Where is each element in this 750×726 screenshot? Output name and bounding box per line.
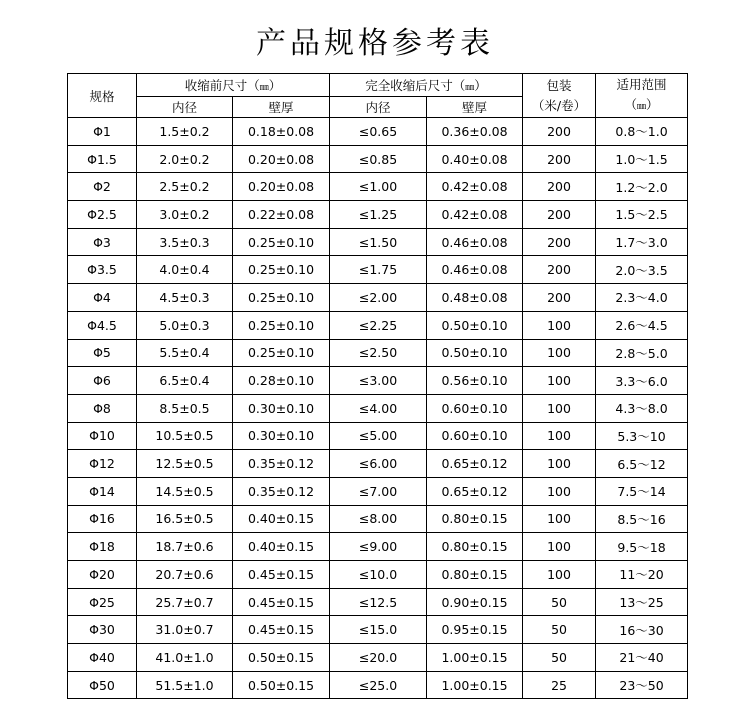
cell-after-inner: ≤8.00 <box>330 505 427 533</box>
cell-after-inner: ≤4.00 <box>330 394 427 422</box>
cell-before-inner: 16.5±0.5 <box>137 505 233 533</box>
cell-before-wall: 0.25±0.10 <box>233 284 330 312</box>
table-row <box>68 201 688 229</box>
cell-range: 2.3～4.0 <box>596 284 688 312</box>
cell-packaging: 100 <box>523 450 596 478</box>
cell-after-wall: 0.65±0.12 <box>427 450 523 478</box>
header-after-inner: 内径 <box>330 97 427 118</box>
cell-after-inner: ≤2.50 <box>330 339 427 367</box>
table-row <box>68 644 688 672</box>
header-after-shrink <box>330 74 523 97</box>
table-row <box>68 533 688 561</box>
cell-packaging: 200 <box>523 201 596 229</box>
cell-before-inner: 10.5±0.5 <box>137 422 233 450</box>
cell-before-wall: 0.28±0.10 <box>233 367 330 395</box>
cell-packaging: 200 <box>523 145 596 173</box>
header-spec: 规格 <box>68 74 137 118</box>
cell-before-wall: 0.22±0.08 <box>233 201 330 229</box>
cell-after-wall: 1.00±0.15 <box>427 671 523 699</box>
header-after-text: 完全收缩后尺寸（ <box>365 78 466 93</box>
table-row <box>68 671 688 699</box>
cell-range: 1.5～2.5 <box>596 201 688 229</box>
cell-before-inner: 18.7±0.6 <box>137 533 233 561</box>
cell-packaging: 100 <box>523 533 596 561</box>
cell-before-inner: 2.5±0.2 <box>137 173 233 201</box>
cell-spec: Φ2.5 <box>68 201 137 229</box>
cell-before-inner: 20.7±0.6 <box>137 561 233 589</box>
header-before-unit: ㎜ <box>259 83 269 93</box>
cell-range: 11～20 <box>596 561 688 589</box>
cell-spec: Φ4.5 <box>68 311 137 339</box>
header-before-shrink <box>137 74 330 97</box>
cell-before-wall: 0.40±0.15 <box>233 505 330 533</box>
header-before-close: ） <box>268 78 282 93</box>
cell-range: 2.0～3.5 <box>596 256 688 284</box>
cell-before-inner: 25.7±0.7 <box>137 588 233 616</box>
cell-after-inner: ≤12.5 <box>330 588 427 616</box>
cell-after-wall: 0.60±0.10 <box>427 422 523 450</box>
cell-range: 2.6～4.5 <box>596 311 688 339</box>
cell-spec: Φ10 <box>68 422 137 450</box>
cell-before-wall: 0.45±0.15 <box>233 616 330 644</box>
cell-range: 2.8～5.0 <box>596 339 688 367</box>
cell-before-wall: 0.25±0.10 <box>233 311 330 339</box>
cell-spec: Φ2 <box>68 173 137 201</box>
cell-after-wall: 0.46±0.08 <box>427 256 523 284</box>
header-before-text: 收缩前尺寸（ <box>184 78 260 93</box>
header-pack-line2: （米/卷） <box>531 97 587 113</box>
cell-before-wall: 0.50±0.15 <box>233 644 330 672</box>
cell-before-wall: 0.45±0.15 <box>233 588 330 616</box>
cell-range: 7.5～14 <box>596 477 688 505</box>
cell-after-wall: 1.00±0.15 <box>427 644 523 672</box>
cell-range: 5.3～10 <box>596 422 688 450</box>
cell-after-inner: ≤0.85 <box>330 145 427 173</box>
cell-before-wall: 0.50±0.15 <box>233 671 330 699</box>
table-row <box>68 228 688 256</box>
cell-after-wall: 0.80±0.15 <box>427 505 523 533</box>
cell-range: 1.7～3.0 <box>596 228 688 256</box>
cell-after-inner: ≤3.00 <box>330 367 427 395</box>
table-row <box>68 561 688 589</box>
cell-before-inner: 51.5±1.0 <box>137 671 233 699</box>
cell-before-inner: 31.0±0.7 <box>137 616 233 644</box>
cell-after-wall: 0.95±0.15 <box>427 616 523 644</box>
cell-spec: Φ50 <box>68 671 137 699</box>
cell-packaging: 50 <box>523 644 596 672</box>
cell-before-wall: 0.30±0.10 <box>233 394 330 422</box>
cell-spec: Φ30 <box>68 616 137 644</box>
cell-before-inner: 41.0±1.0 <box>137 644 233 672</box>
cell-after-inner: ≤0.65 <box>330 118 427 146</box>
cell-before-inner: 3.0±0.2 <box>137 201 233 229</box>
header-after-wall: 壁厚 <box>427 97 523 118</box>
cell-spec: Φ3 <box>68 228 137 256</box>
cell-after-wall: 0.65±0.12 <box>427 477 523 505</box>
cell-after-inner: ≤1.50 <box>330 228 427 256</box>
header-range-line1: 适用范围 <box>616 76 667 92</box>
table-row <box>68 145 688 173</box>
cell-spec: Φ40 <box>68 644 137 672</box>
cell-spec: Φ8 <box>68 394 137 422</box>
cell-before-wall: 0.20±0.08 <box>233 145 330 173</box>
cell-packaging: 200 <box>523 284 596 312</box>
cell-before-wall: 0.40±0.15 <box>233 533 330 561</box>
cell-range: 21～40 <box>596 644 688 672</box>
table-row <box>68 256 688 284</box>
cell-before-wall: 0.35±0.12 <box>233 450 330 478</box>
table-row <box>68 394 688 422</box>
cell-spec: Φ16 <box>68 505 137 533</box>
cell-before-wall: 0.45±0.15 <box>233 561 330 589</box>
header-range-unit: ㎜ <box>637 101 647 112</box>
header-range-open: （ <box>624 96 638 112</box>
cell-packaging: 100 <box>523 367 596 395</box>
cell-range: 1.0～1.5 <box>596 145 688 173</box>
cell-packaging: 200 <box>523 256 596 284</box>
header-packaging <box>523 74 596 118</box>
cell-before-inner: 8.5±0.5 <box>137 394 233 422</box>
cell-after-inner: ≤2.00 <box>330 284 427 312</box>
header-after-unit: ㎜ <box>465 83 475 93</box>
table-row <box>68 588 688 616</box>
cell-after-inner: ≤1.75 <box>330 256 427 284</box>
cell-after-wall: 0.80±0.15 <box>427 561 523 589</box>
table-row <box>68 450 688 478</box>
cell-packaging: 50 <box>523 616 596 644</box>
cell-range: 0.8～1.0 <box>596 118 688 146</box>
cell-after-wall: 0.80±0.15 <box>427 533 523 561</box>
cell-spec: Φ6 <box>68 367 137 395</box>
cell-range: 3.3～6.0 <box>596 367 688 395</box>
cell-before-inner: 5.0±0.3 <box>137 311 233 339</box>
cell-before-inner: 4.0±0.4 <box>137 256 233 284</box>
cell-range: 4.3～8.0 <box>596 394 688 422</box>
cell-packaging: 100 <box>523 505 596 533</box>
cell-after-wall: 0.46±0.08 <box>427 228 523 256</box>
table-row <box>68 616 688 644</box>
table-row <box>68 477 688 505</box>
cell-spec: Φ5 <box>68 339 137 367</box>
table-row <box>68 284 688 312</box>
cell-after-wall: 0.42±0.08 <box>427 173 523 201</box>
cell-packaging: 25 <box>523 671 596 699</box>
cell-before-wall: 0.35±0.12 <box>233 477 330 505</box>
cell-spec: Φ4 <box>68 284 137 312</box>
cell-packaging: 100 <box>523 339 596 367</box>
cell-before-wall: 0.25±0.10 <box>233 228 330 256</box>
cell-after-wall: 0.56±0.10 <box>427 367 523 395</box>
cell-range: 13～25 <box>596 588 688 616</box>
cell-range: 6.5～12 <box>596 450 688 478</box>
cell-after-wall: 0.50±0.10 <box>427 311 523 339</box>
header-range <box>596 74 688 118</box>
cell-after-wall: 0.60±0.10 <box>427 394 523 422</box>
cell-packaging: 200 <box>523 228 596 256</box>
spec-table <box>67 73 688 699</box>
cell-packaging: 50 <box>523 588 596 616</box>
cell-spec: Φ12 <box>68 450 137 478</box>
cell-spec: Φ1 <box>68 118 137 146</box>
cell-spec: Φ14 <box>68 477 137 505</box>
header-before-inner: 内径 <box>137 97 233 118</box>
cell-before-inner: 5.5±0.4 <box>137 339 233 367</box>
cell-range: 16～30 <box>596 616 688 644</box>
cell-after-wall: 0.36±0.08 <box>427 118 523 146</box>
cell-range: 9.5～18 <box>596 533 688 561</box>
cell-after-inner: ≤10.0 <box>330 561 427 589</box>
cell-after-inner: ≤7.00 <box>330 477 427 505</box>
cell-before-inner: 12.5±0.5 <box>137 450 233 478</box>
cell-after-wall: 0.90±0.15 <box>427 588 523 616</box>
cell-after-inner: ≤1.00 <box>330 173 427 201</box>
table-row <box>68 311 688 339</box>
table-row <box>68 118 688 146</box>
cell-after-inner: ≤1.25 <box>330 201 427 229</box>
cell-packaging: 200 <box>523 173 596 201</box>
cell-after-wall: 0.48±0.08 <box>427 284 523 312</box>
cell-packaging: 100 <box>523 477 596 505</box>
cell-spec: Φ1.5 <box>68 145 137 173</box>
cell-before-wall: 0.30±0.10 <box>233 422 330 450</box>
cell-before-inner: 3.5±0.3 <box>137 228 233 256</box>
cell-packaging: 100 <box>523 311 596 339</box>
cell-before-inner: 1.5±0.2 <box>137 118 233 146</box>
header-range-close: ） <box>646 96 659 112</box>
cell-spec: Φ18 <box>68 533 137 561</box>
spec-table-body <box>68 118 688 699</box>
cell-after-wall: 0.42±0.08 <box>427 201 523 229</box>
cell-before-wall: 0.18±0.08 <box>233 118 330 146</box>
cell-packaging: 100 <box>523 561 596 589</box>
header-range-line2 <box>596 95 687 117</box>
cell-after-inner: ≤9.00 <box>330 533 427 561</box>
cell-packaging: 200 <box>523 118 596 146</box>
header-pack-line1: 包装 <box>546 77 572 93</box>
cell-before-inner: 2.0±0.2 <box>137 145 233 173</box>
table-row <box>68 339 688 367</box>
cell-before-wall: 0.25±0.10 <box>233 339 330 367</box>
cell-range: 23～50 <box>596 671 688 699</box>
cell-after-inner: ≤6.00 <box>330 450 427 478</box>
cell-range: 1.2～2.0 <box>596 173 688 201</box>
cell-before-inner: 4.5±0.3 <box>137 284 233 312</box>
cell-after-wall: 0.40±0.08 <box>427 145 523 173</box>
cell-spec: Φ20 <box>68 561 137 589</box>
cell-before-inner: 14.5±0.5 <box>137 477 233 505</box>
cell-after-inner: ≤5.00 <box>330 422 427 450</box>
cell-spec: Φ3.5 <box>68 256 137 284</box>
table-row <box>68 173 688 201</box>
cell-packaging: 100 <box>523 394 596 422</box>
page-title: 产品规格参考表 <box>256 26 494 61</box>
cell-after-inner: ≤20.0 <box>330 644 427 672</box>
cell-packaging: 100 <box>523 422 596 450</box>
cell-spec: Φ25 <box>68 588 137 616</box>
table-row <box>68 422 688 450</box>
cell-before-wall: 0.20±0.08 <box>233 173 330 201</box>
cell-range: 8.5～16 <box>596 505 688 533</box>
cell-before-inner: 6.5±0.4 <box>137 367 233 395</box>
cell-after-wall: 0.50±0.10 <box>427 339 523 367</box>
header-after-close: ） <box>474 78 487 93</box>
table-row <box>68 505 688 533</box>
cell-after-inner: ≤15.0 <box>330 616 427 644</box>
cell-after-inner: ≤2.25 <box>330 311 427 339</box>
cell-before-wall: 0.25±0.10 <box>233 256 330 284</box>
header-before-wall: 壁厚 <box>233 97 330 118</box>
cell-after-inner: ≤25.0 <box>330 671 427 699</box>
table-row <box>68 367 688 395</box>
